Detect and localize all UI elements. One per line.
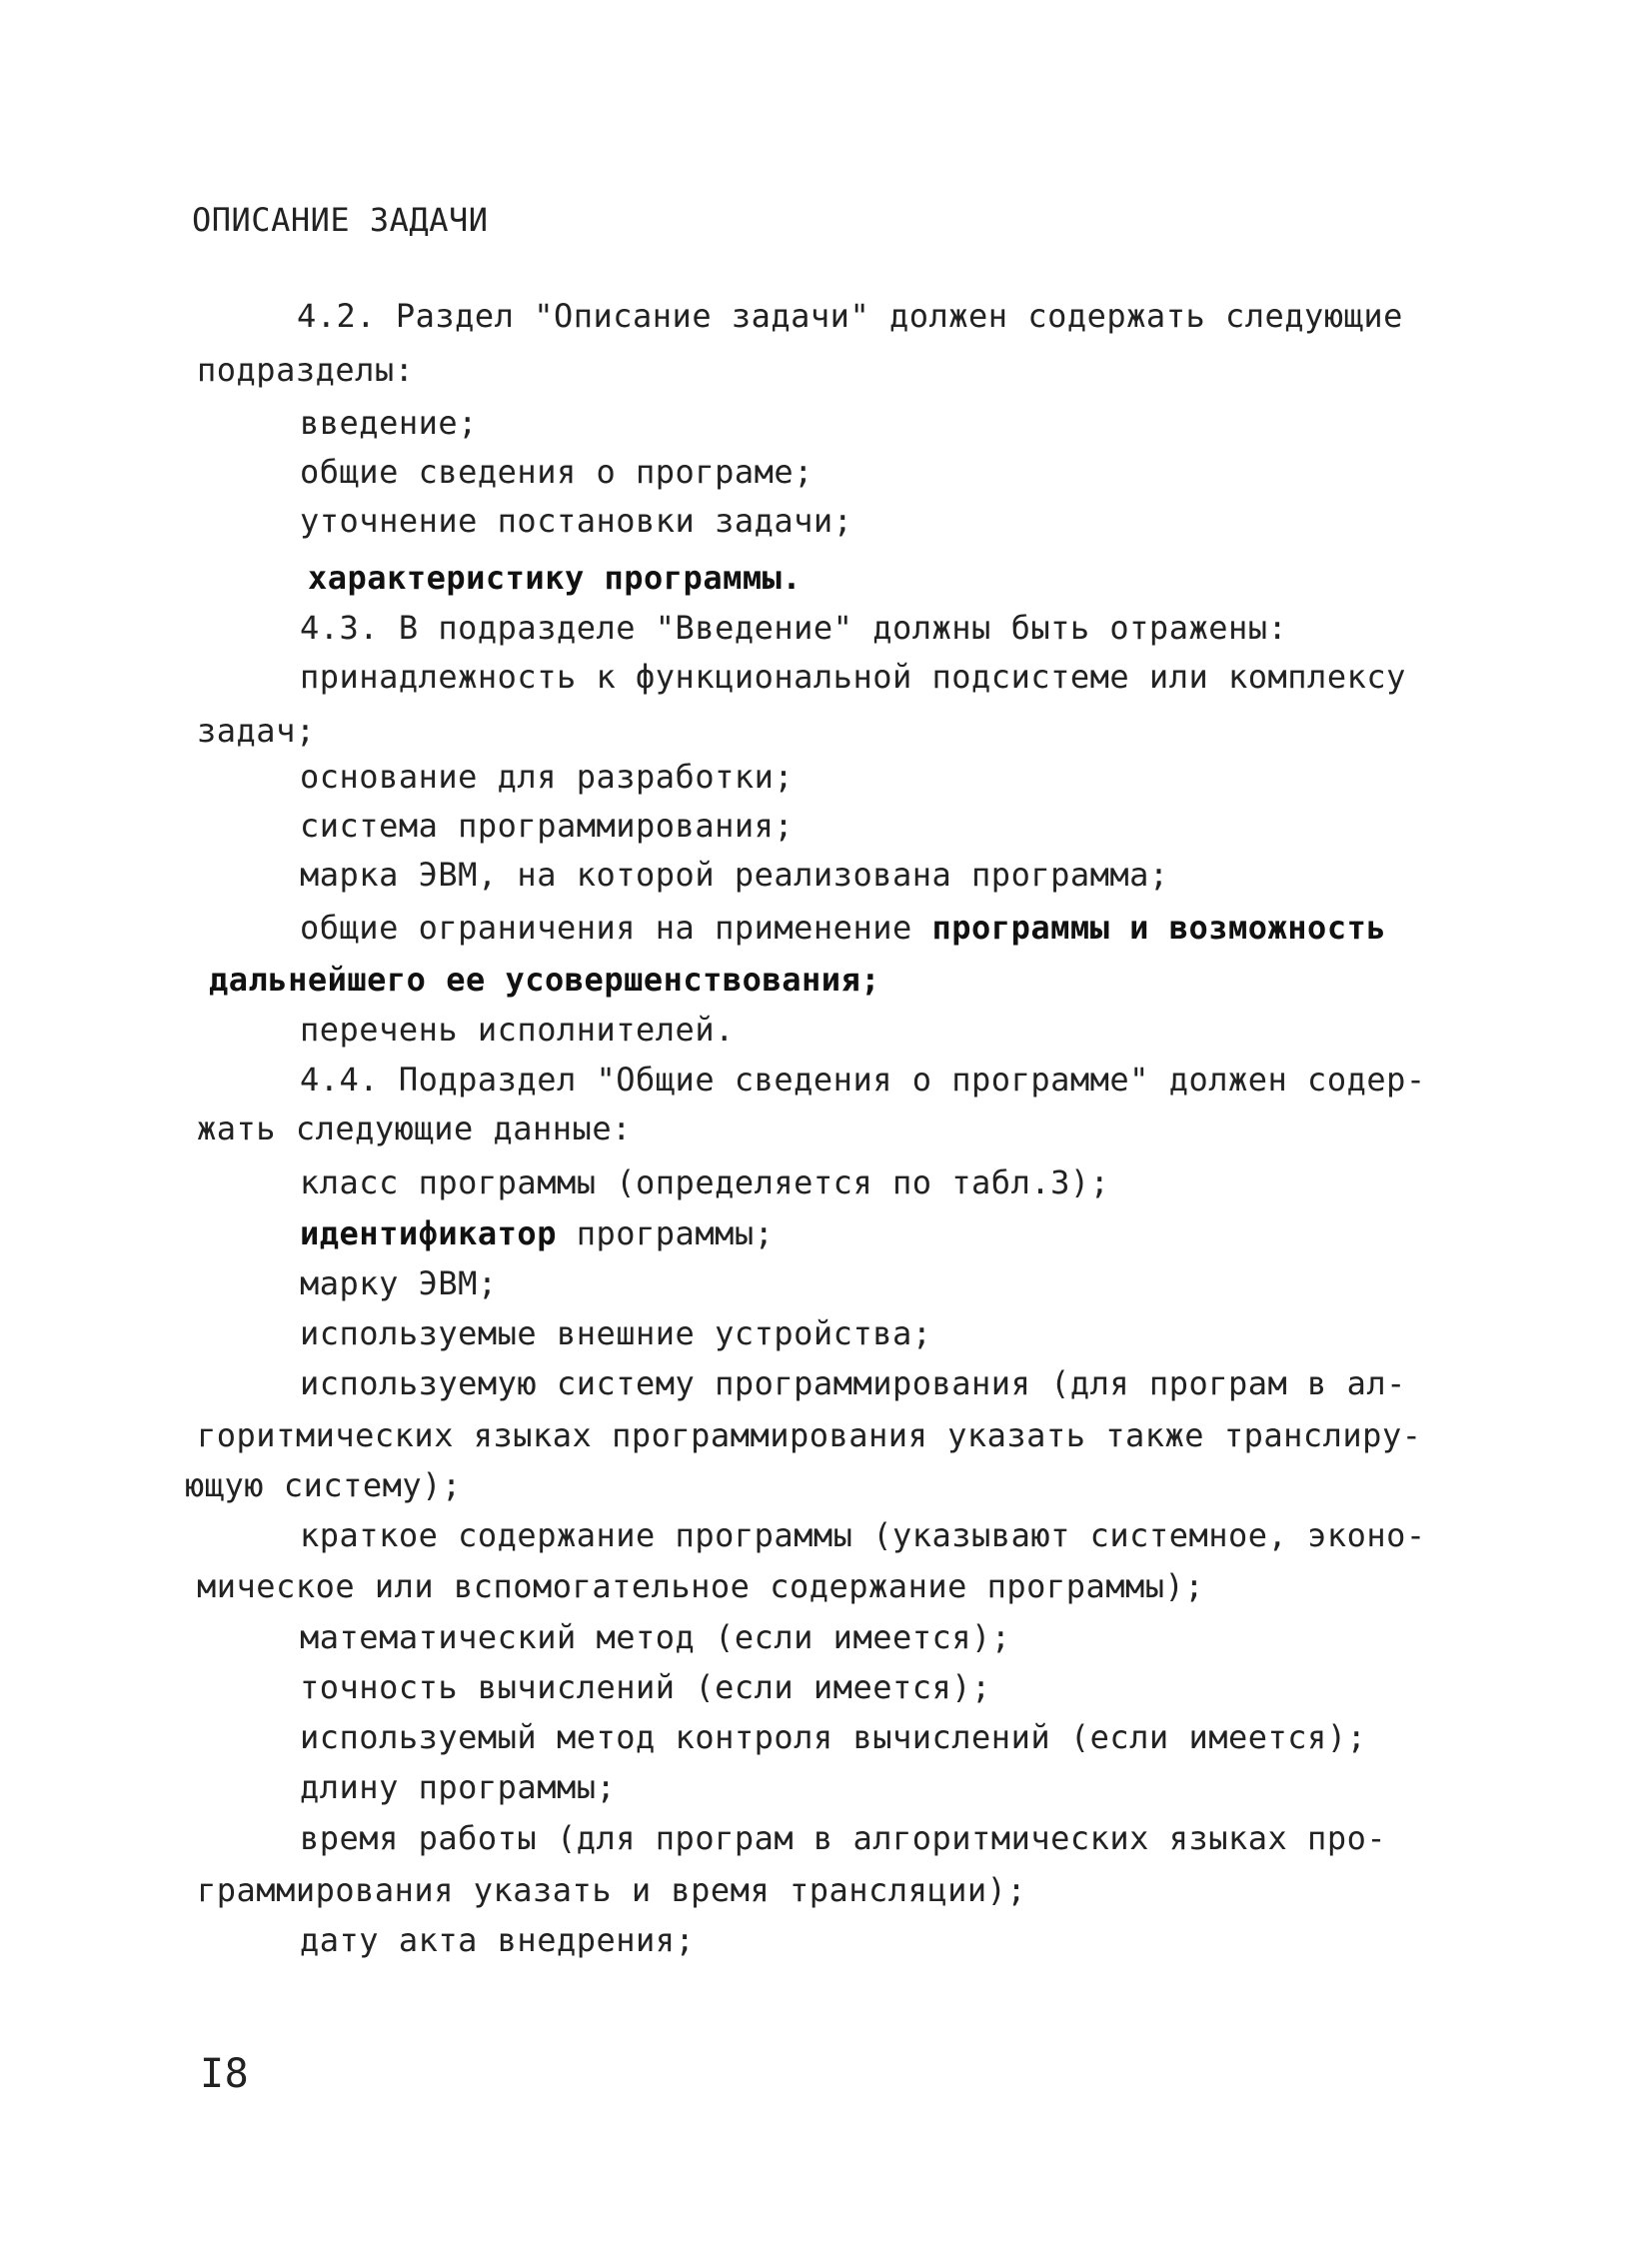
text-line — [300, 1213, 774, 1253]
text-line: время работы (для програм в алгоритмических языках про- — [300, 1819, 1387, 1857]
text-line: введение; — [300, 404, 478, 442]
text-line: используемые внешние устройства; — [300, 1314, 932, 1352]
text-line: марку ЭВМ; — [300, 1264, 498, 1302]
text-line — [300, 908, 1386, 948]
text-line: уточнение постановки задачи; — [300, 502, 853, 540]
text-line: жать следующие данные: — [197, 1110, 632, 1147]
text-span-bold: идентификатор — [300, 1214, 557, 1252]
section-header: ОПИСАНИЕ ЗАДАЧИ — [192, 201, 489, 239]
text-line: перечень исполнителей. — [300, 1011, 735, 1049]
text-line: краткое содержание программы (указывают системное, эконо- — [300, 1516, 1426, 1554]
text-line: 4.4. Подраздел "Общие сведения о программе" должен содер- — [300, 1061, 1426, 1099]
text-line: основание для разработки; — [300, 758, 795, 796]
text-line: мическое или вспомогательное содержание программы); — [197, 1567, 1205, 1605]
text-span-bold: программы и возможность — [931, 909, 1387, 947]
text-line: длину программы; — [300, 1768, 617, 1806]
text-line: марка ЭВМ, на которой реализована программа; — [300, 856, 1169, 894]
text-span: общие ограничения на применение — [300, 909, 912, 947]
page-number: I8 — [200, 2051, 250, 2097]
text-line: система программирования; — [300, 807, 795, 845]
text-line: используемую систему программирования (для програм в ал- — [300, 1364, 1406, 1402]
text-line: горитмических языках программирования указать также транслиру- — [197, 1416, 1422, 1454]
text-line-bold: дальнейшего ее усовершенствования; — [209, 961, 881, 999]
text-line: математический метод (если имеется); — [300, 1618, 1011, 1656]
text-line: задач; — [197, 712, 316, 750]
text-line: ющую систему); — [185, 1466, 462, 1504]
text-line: точность вычислений (если имеется); — [300, 1668, 991, 1706]
text-line: класс программы (определяется по табл.3); — [300, 1163, 1110, 1201]
text-line: подразделы: — [197, 351, 415, 389]
text-line: принадлежность к функциональной подсистеме или комплексу — [300, 658, 1406, 696]
text-line: граммирования указать и время трансляции); — [197, 1871, 1027, 1909]
text-line: 4.3. В подразделе "Введение" должны быть отражены: — [300, 609, 1288, 647]
text-line: используемый метод контроля вычислений (если имеется); — [300, 1718, 1367, 1756]
text-span: программы; — [576, 1214, 775, 1252]
text-line-bold: характеристику программы. — [308, 559, 803, 597]
text-line: 4.2. Раздел "Описание задачи" должен содержать следующие — [297, 297, 1403, 335]
text-line: дату акта внедрения; — [300, 1921, 696, 1959]
text-line: общие сведения о програме; — [300, 453, 814, 491]
